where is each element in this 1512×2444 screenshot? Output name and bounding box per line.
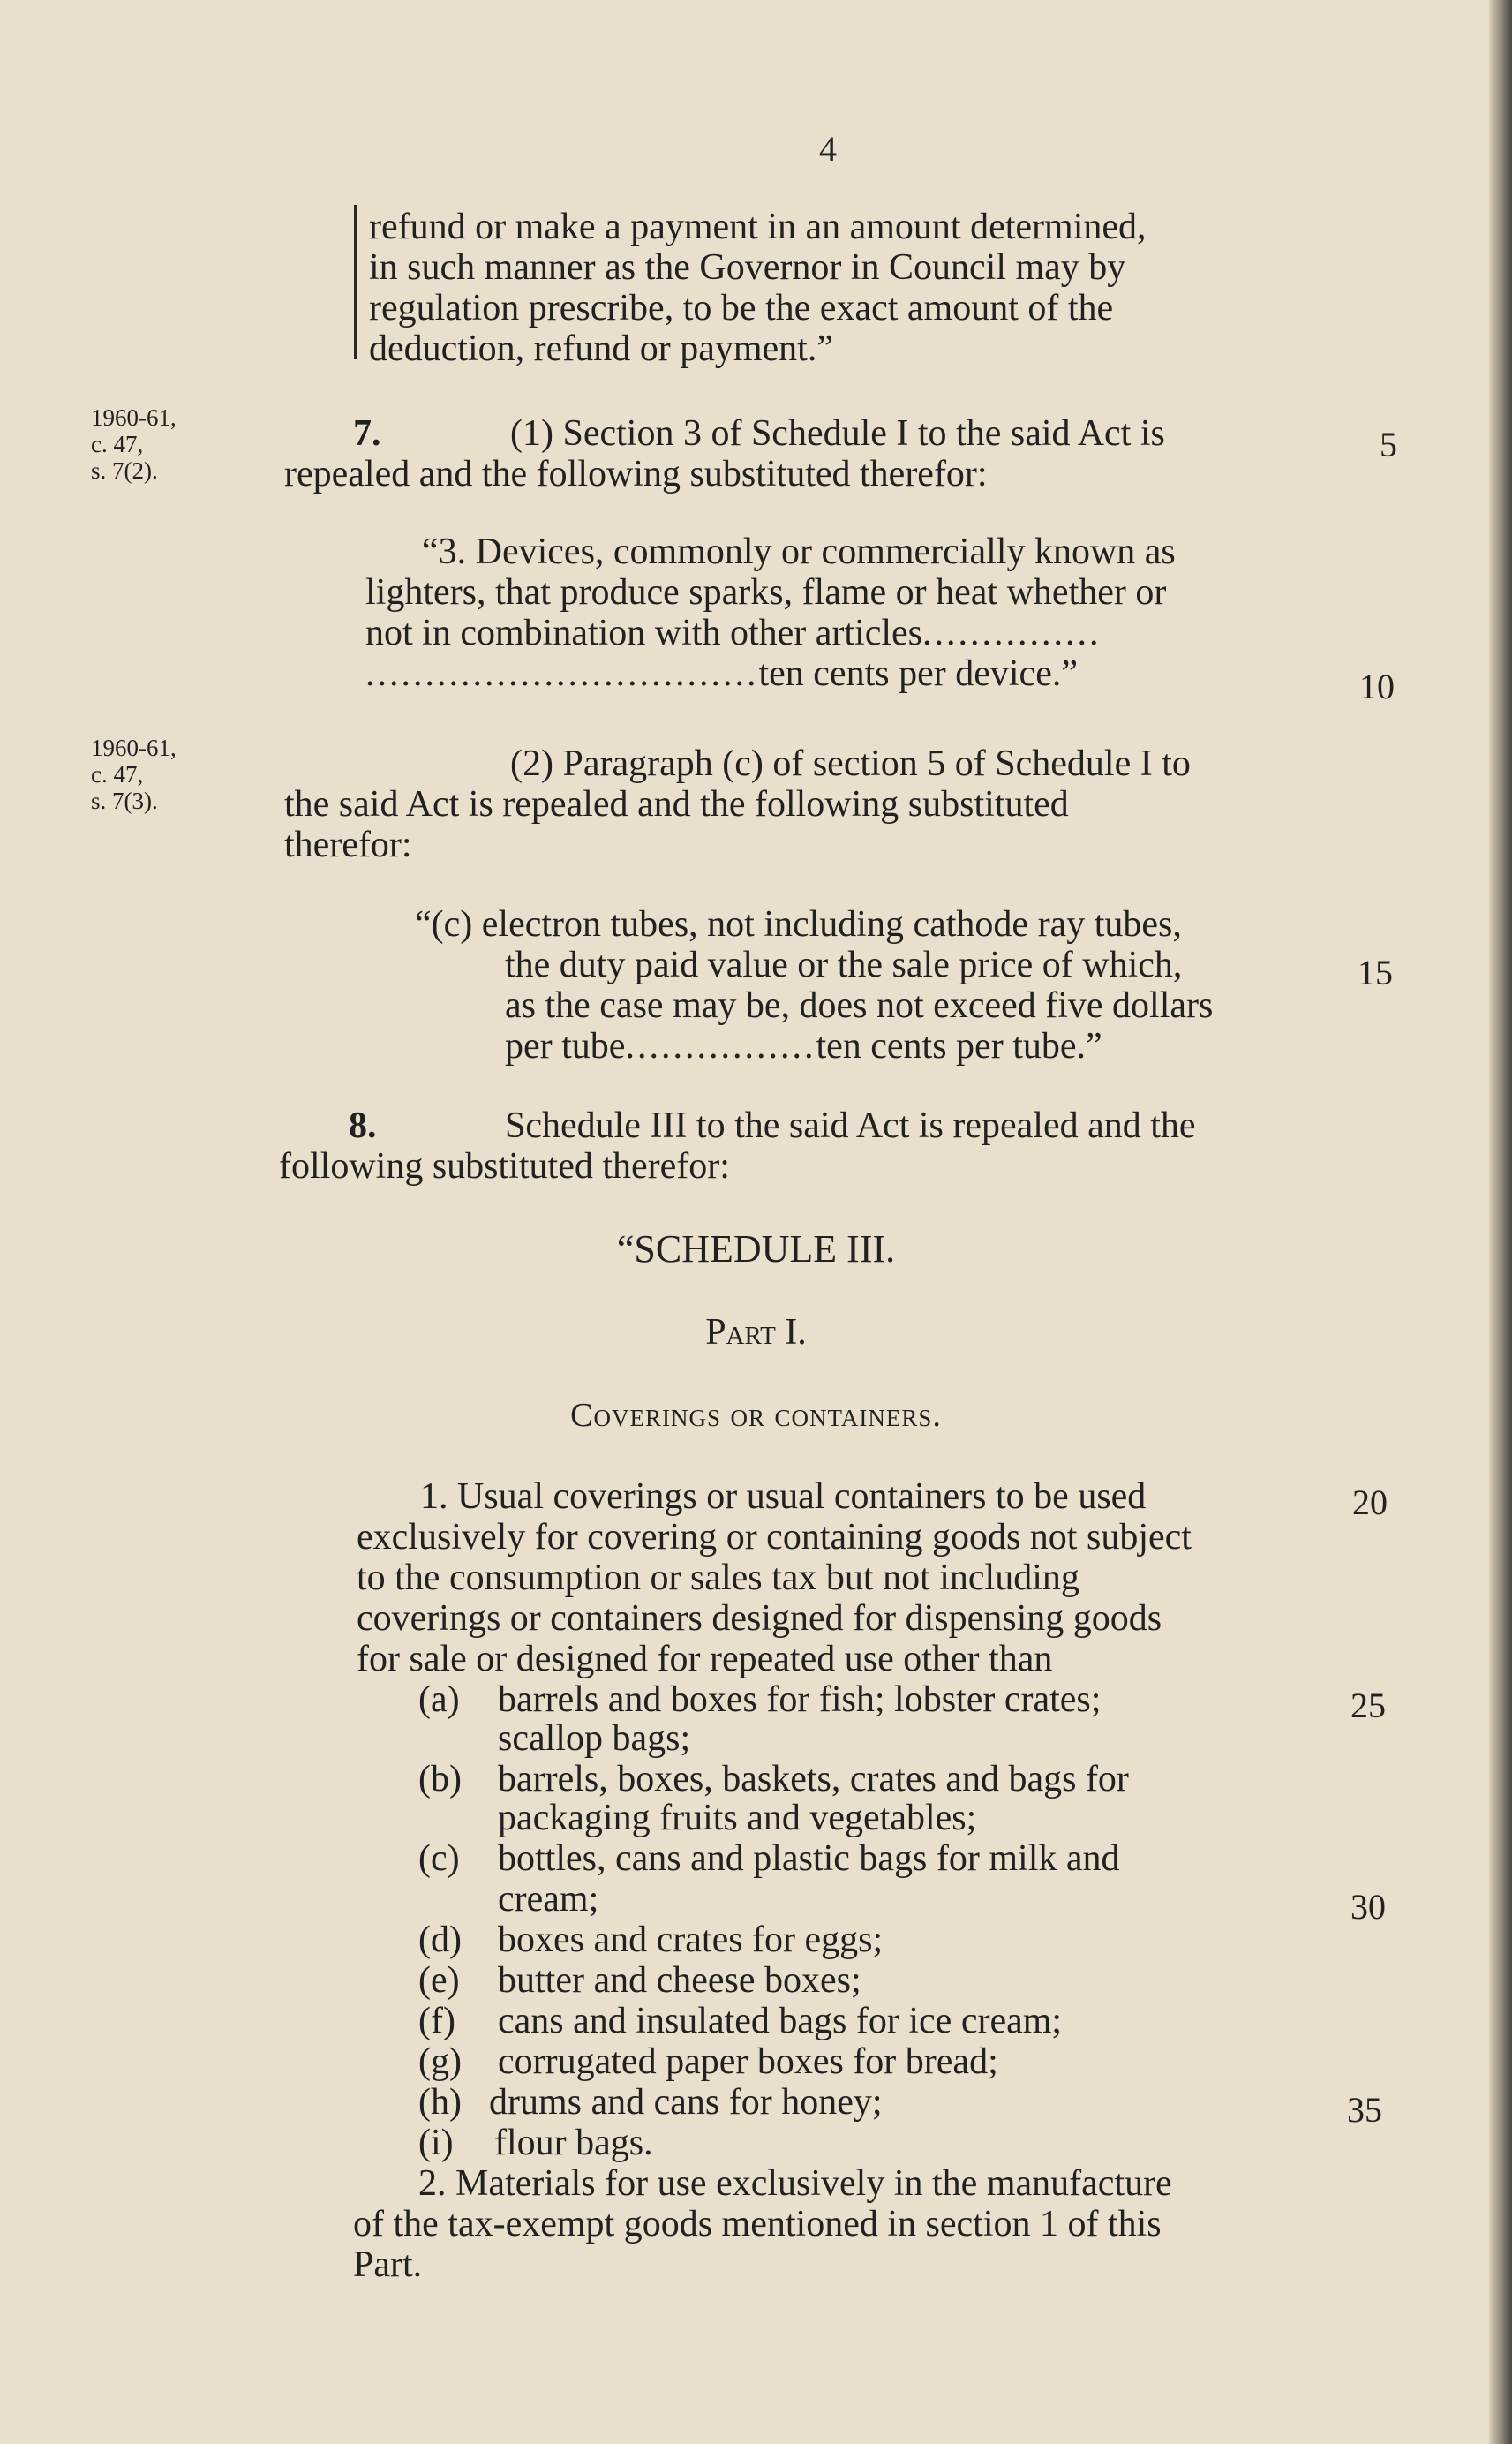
sub-item-c-line-2: cream;	[498, 1879, 599, 1920]
sub-item-e-line-1: butter and cheese boxes;	[498, 1960, 861, 2001]
dot-leader: ................	[625, 1026, 816, 1067]
margin-note-1	[91, 404, 177, 484]
line-number-30: 30	[1350, 1887, 1386, 1927]
section-8-number: 8.	[349, 1105, 377, 1146]
quote-c-line-4	[505, 1026, 1102, 1067]
section-7-2-line-2: the said Act is repealed and the following substituted	[284, 784, 1069, 825]
page-edge-shadow	[1489, 0, 1512, 2444]
line-number-35: 35	[1347, 2090, 1382, 2130]
sub-item-g-line-1: corrugated paper boxes for bread;	[498, 2041, 998, 2082]
section-7-1-line-1: (1) Section 3 of Schedule I to the said Act is	[510, 413, 1165, 454]
sub-item-b-label: (b)	[418, 1759, 462, 1799]
line-number-25: 25	[1350, 1686, 1386, 1725]
line-number-5: 5	[1380, 425, 1397, 464]
dot-leader: .................................	[365, 653, 759, 694]
sub-item-b-line-1: barrels, boxes, baskets, crates and bags for	[498, 1759, 1129, 1799]
section-8-line-2: following substituted therefor:	[279, 1146, 730, 1187]
revision-bar	[354, 205, 357, 359]
quote-3-line-1: “3. Devices, commonly or commercially known as	[422, 532, 1176, 572]
continuation-line-3: regulation prescribe, to be the exact amount of the	[369, 288, 1114, 328]
sub-item-a-line-1: barrels and boxes for fish; lobster crates;	[498, 1679, 1102, 1720]
dot-leader: ...............	[922, 613, 1102, 653]
sub-item-a-line-2: scallop bags;	[498, 1718, 691, 1759]
line-number-15: 15	[1358, 953, 1393, 992]
section-7-2-line-3: therefor:	[284, 825, 412, 865]
sub-item-h-line-1: drums and cans for honey;	[489, 2082, 883, 2123]
quote-3-line-3	[365, 613, 1102, 653]
quote-3-text: not in combination with other articles	[365, 613, 923, 653]
sub-item-i-label: (i)	[418, 2123, 454, 2163]
sub-item-e-label: (e)	[418, 1960, 460, 2001]
schedule-title: “SCHEDULE III.	[616, 1227, 896, 1271]
margin-note-1-line: s. 7(2).	[91, 457, 158, 484]
sub-item-c-line-1: bottles, cans and plastic bags for milk and	[498, 1838, 1120, 1879]
sub-item-f-line-1: cans and insulated bags for ice cream;	[498, 2001, 1063, 2041]
quote-c-line-2: the duty paid value or the sale price of which,	[505, 945, 1183, 985]
schedule-section-heading: Coverings or containers.	[570, 1397, 942, 1434]
continuation-line-4: deduction, refund or payment.”	[369, 328, 833, 369]
sub-item-d-line-1: boxes and crates for eggs;	[498, 1920, 884, 1960]
item-1-line-5: for sale or designed for repeated use other than	[357, 1639, 1053, 1679]
margin-note-2-line: c. 47,	[91, 761, 144, 788]
section-7-number: 7.	[353, 413, 381, 454]
sub-item-h-label: (h)	[418, 2082, 462, 2123]
continuation-line-1: refund or make a payment in an amount determined,	[369, 207, 1147, 247]
sub-item-d-label: (d)	[418, 1920, 462, 1960]
sub-item-a-label: (a)	[418, 1679, 460, 1720]
rate-per-tube: ten cents per tube.”	[816, 1026, 1102, 1067]
line-number-20: 20	[1352, 1482, 1388, 1522]
margin-note-2	[91, 735, 177, 814]
schedule-part-heading: Part I.	[705, 1312, 807, 1353]
sub-item-f-label: (f)	[418, 2001, 455, 2041]
continuation-line-2: in such manner as the Governor in Council may by	[369, 247, 1126, 288]
margin-note-1-line: 1960-61,	[91, 404, 177, 431]
sub-item-c-label: (c)	[418, 1838, 460, 1879]
quote-c-line-3: as the case may be, does not exceed five dollars	[505, 985, 1214, 1026]
item-1-line-1: 1. Usual coverings or usual containers to be used	[420, 1476, 1147, 1517]
section-7-2-line-1: (2) Paragraph (c) of section 5 of Schedule I to	[510, 743, 1191, 784]
sub-item-i-line-1: flour bags.	[494, 2123, 653, 2163]
item-1-line-2: exclusively for covering or containing goods not subject	[357, 1517, 1192, 1558]
item-2-line-3: Part.	[353, 2244, 423, 2285]
margin-note-1-line: c. 47,	[91, 431, 144, 457]
page-number: 4	[819, 129, 837, 169]
rate-per-device: ten cents per device.”	[758, 653, 1078, 694]
item-1-line-4: coverings or containers designed for dispensing goods	[357, 1598, 1162, 1639]
sub-item-b-line-2: packaging fruits and vegetables;	[498, 1798, 977, 1838]
item-2-line-1: 2. Materials for use exclusively in the manufacture	[418, 2163, 1172, 2204]
line-number-10: 10	[1359, 667, 1395, 706]
quote-c-line-1: “(c) electron tubes, not including cathode ray tubes,	[415, 904, 1182, 945]
margin-note-2-line: 1960-61,	[91, 735, 177, 761]
section-8-line-1: Schedule III to the said Act is repealed and the	[505, 1105, 1196, 1146]
quote-3-line-4	[365, 653, 1078, 694]
sub-item-g-label: (g)	[418, 2041, 462, 2082]
quote-3-line-2: lighters, that produce sparks, flame or heat whether or	[365, 572, 1167, 613]
margin-note-2-line: s. 7(3).	[91, 788, 158, 814]
section-7-1-line-2: repealed and the following substituted therefor:	[284, 454, 988, 494]
item-2-line-2: of the tax-exempt goods mentioned in section 1 of this	[353, 2204, 1162, 2244]
quote-c-text: per tube	[505, 1026, 626, 1067]
item-1-line-3: to the consumption or sales tax but not including	[357, 1558, 1079, 1598]
